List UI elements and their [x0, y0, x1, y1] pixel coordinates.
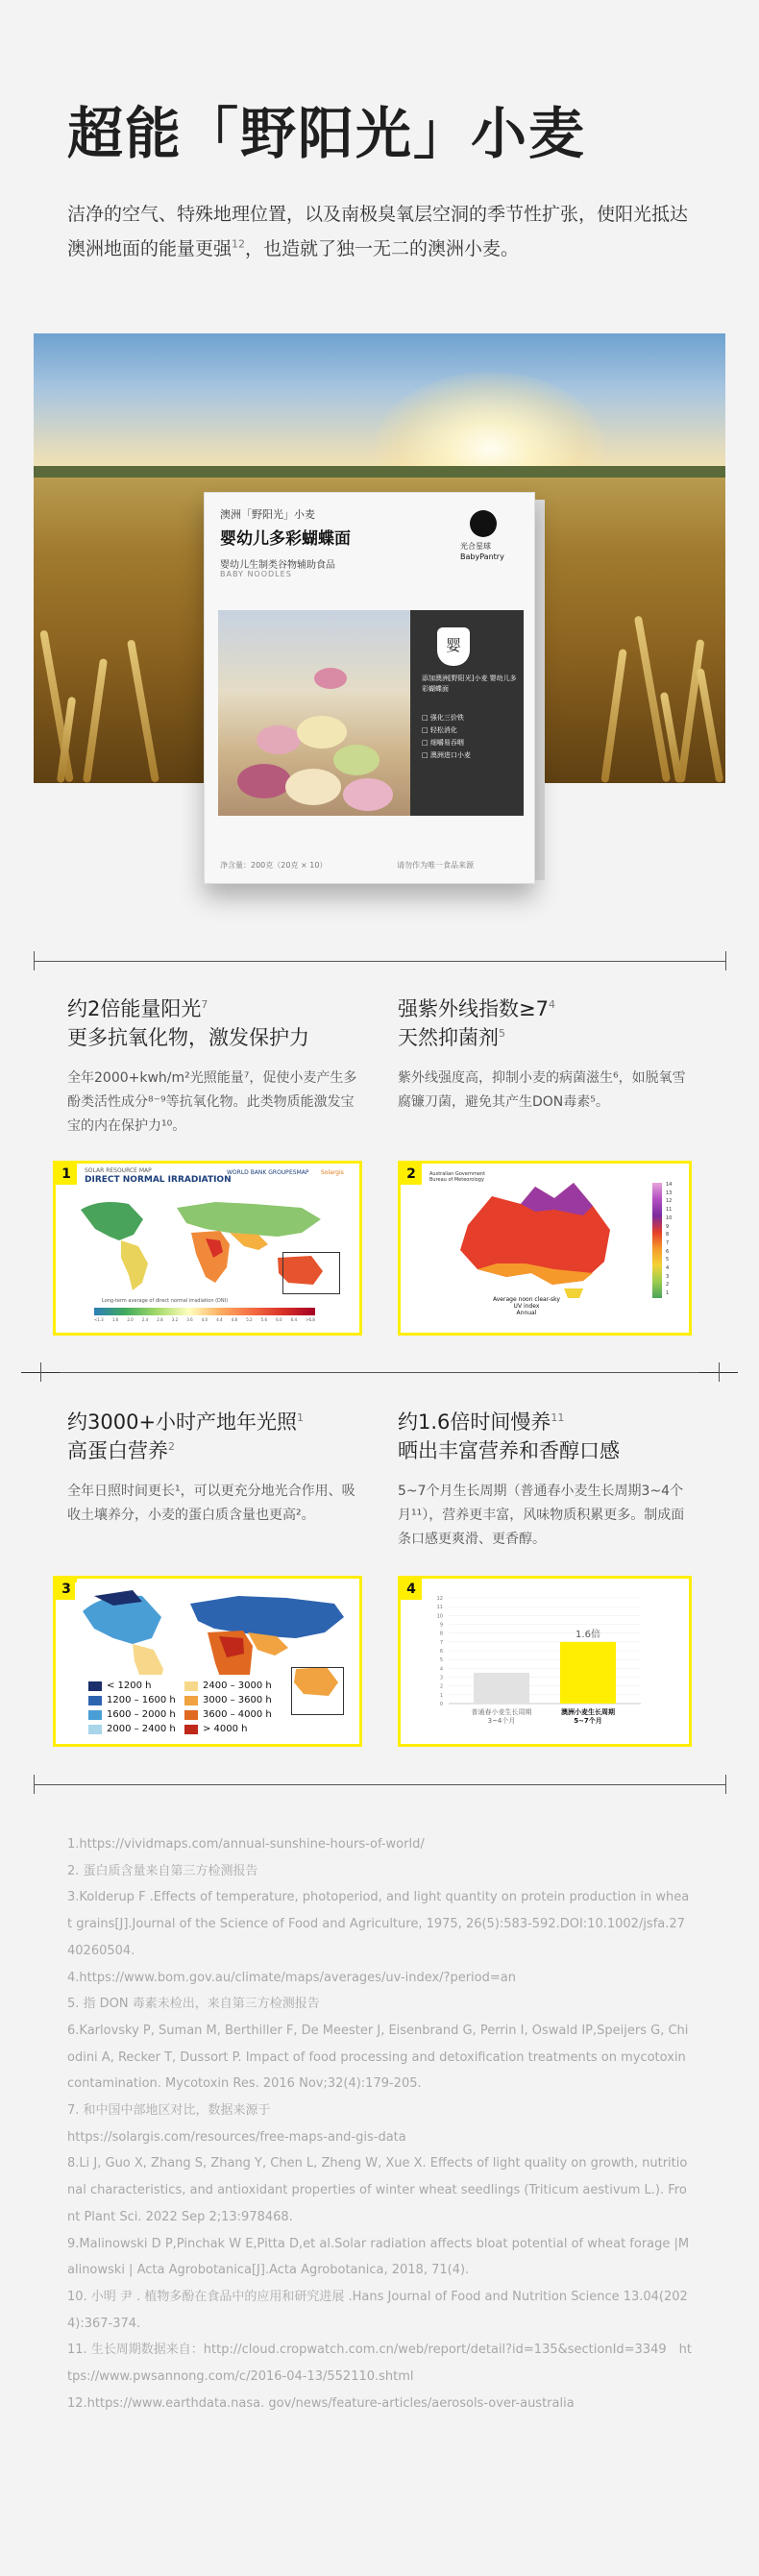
uv-scale-label: 3 [666, 1273, 670, 1280]
australia-uv-map [439, 1177, 631, 1302]
legend-scale [94, 1317, 315, 1322]
legend-swatch [88, 1710, 102, 1720]
legend-tick-label: <1.3 [94, 1317, 104, 1322]
world-bank-logo: WORLD BANK GROUP [227, 1169, 289, 1176]
legend-swatch [184, 1710, 198, 1720]
uv-scale-label: 12 [666, 1198, 673, 1205]
section-4-title: 约1.6倍时间慢养$^{11}$ 晒出丰富营养和香醇口感 [398, 1411, 620, 1462]
uv-scale-label: 2 [666, 1282, 670, 1288]
references-list [67, 1831, 692, 2417]
legend-tick-label: 5.6 [260, 1317, 268, 1322]
reference-item: 1.https://vividmaps.com/annual-sunshine-hours-of-world/ [67, 1837, 425, 1852]
y-tick-label: 5 [439, 1657, 443, 1664]
divider-tick [725, 951, 726, 970]
section-1-title: 约2倍能量阳光$^7$ 更多抗氧化物，激发保护力 [67, 997, 309, 1049]
noodle [333, 745, 380, 775]
bar-annotation: 1.6倍 [575, 1629, 600, 1640]
esmap-logo: ESMAP [289, 1169, 309, 1176]
figure-number: 4 [401, 1579, 422, 1600]
divider-tick [34, 1775, 35, 1794]
legend-tick-label: 3.6 [186, 1317, 193, 1322]
wheat-stalk [83, 658, 108, 783]
x-tick-label: 5~7个月 [574, 1717, 602, 1725]
legend-label: 1600 – 2000 h [107, 1709, 176, 1720]
uv-scale-label: 1 [666, 1290, 670, 1297]
divider-tick [719, 1362, 720, 1382]
legend-item [88, 1724, 176, 1734]
noodle [285, 769, 341, 805]
legend-item [184, 1724, 248, 1734]
x-tick-label: 澳洲小麦生长周期 [561, 1708, 615, 1716]
divider [34, 1372, 725, 1373]
reference-item: 4.https://www.bom.gov.au/climate/maps/averages/uv-index/?period=an [67, 1970, 516, 1985]
growth-period-bar-chart [401, 1579, 689, 1744]
reference-item: 3.Kolderup F .Effects of temperature, photoperiod, and light quantity on protein production in wheat grains[J].Journal of the Science of Food and Agriculture, 1975, 26(5):583-592.DOI:10.1002/jsfa.2740260504. [67, 1890, 690, 1958]
reference-item: 12.https://www.earthdata.nasa. gov/news/feature-articles/aerosols-over-australia [67, 2395, 575, 2411]
divider-tick [725, 1775, 726, 1794]
figure-number: 1 [56, 1164, 77, 1185]
legend-swatch [184, 1696, 198, 1705]
y-tick-label: 2 [439, 1683, 443, 1690]
divider [34, 961, 725, 962]
wheat-stalk [127, 639, 159, 782]
y-tick-label: 11 [436, 1605, 443, 1611]
legend-tick-label: 2.4 [141, 1317, 149, 1322]
y-tick-label: 10 [436, 1613, 443, 1620]
wheat-stalk [697, 668, 724, 783]
noodles-photo [218, 610, 410, 816]
section-2-title: 强紫外线指数$\ge 7^4$ 天然抑菌剂$^5$ [398, 997, 555, 1049]
y-tick-label: 12 [436, 1596, 443, 1602]
legend-item [184, 1681, 272, 1691]
legend-label: < 1200 h [107, 1681, 152, 1691]
legend-tick-label: 6.4 [290, 1317, 298, 1322]
noodle [237, 764, 291, 798]
intro-text: 洁净的空气、特殊地理位置，以及南极臭氧层空洞的季节性扩张，使阳光抵达澳洲地面的能量更强$^{12}$，也造就了独一无二的澳洲小麦。 [67, 204, 689, 259]
noodle [297, 716, 347, 748]
uv-scale-label: 10 [666, 1214, 673, 1221]
legend-tick-label: 5.2 [246, 1317, 253, 1322]
map-subtitle: SOLAR RESOURCE MAP [85, 1167, 152, 1174]
map-inset-australia [291, 1667, 344, 1715]
legend-swatch [184, 1681, 198, 1691]
legend-swatch [88, 1681, 102, 1691]
bar [560, 1642, 616, 1704]
legend-item [88, 1695, 176, 1705]
solar-irradiation-map [53, 1161, 362, 1336]
uv-index-map [398, 1161, 692, 1336]
legend-label: 2000 – 2400 h [107, 1724, 176, 1734]
uv-colorbar [652, 1183, 662, 1298]
legend-tick-label: 2.8 [157, 1317, 163, 1322]
brand-logo-icon [470, 510, 497, 537]
growth-period-chart [398, 1576, 692, 1747]
product-category: 婴幼儿生制类谷物辅助食品 [220, 560, 335, 571]
y-tick-label: 7 [439, 1639, 443, 1646]
uv-scale-label: 6 [666, 1248, 670, 1255]
reference-item: 10. 小明 尹 . 植物多酚在食品中的应用和研究进展 .Hans Journal of Food and Nutrition Science 13.04(2024):367-374. [67, 2289, 688, 2331]
product-note: 请勿作为唯一食品来源 [397, 861, 474, 870]
y-tick-label: 9 [439, 1622, 443, 1629]
panel-text: 添加澳洲[野阳光]小麦 婴幼儿多彩蝴蝶面 [422, 675, 517, 693]
legend-tick-label: >6.8 [306, 1317, 315, 1322]
figure-number: 2 [401, 1164, 422, 1185]
uv-scale-label: 8 [666, 1232, 670, 1239]
section-3-body: 全年日照时间更长¹，可以更充分地光合作用、吸收土壤养分，小麦的蛋白质含量也更高²。 [67, 1484, 355, 1523]
reference-item: 2. 蛋白质含量来自第三方检测报告 [67, 1863, 258, 1878]
legend-tick-label: 4.4 [216, 1317, 223, 1322]
y-tick-label: 4 [439, 1666, 443, 1673]
legend-swatch [88, 1696, 102, 1705]
reference-item: 5. 指 DON 毒素未检出，来自第三方检测报告 [67, 1997, 320, 2012]
reference-item: 11. 生长周期数据来自：http://cloud.cropwatch.com.cn/web/report/detail?id=135&sectionId=3349 https://www.pwsannong.com/c/2016-04-13/552110.shtml [67, 2343, 692, 2385]
feature-list: □ 强化三价铁 □ 轻松消化 □ 细嚼易吞咽 □ 澳洲进口小麦 [422, 714, 471, 759]
y-tick-label: 0 [439, 1702, 443, 1707]
reference-item: https://solargis.com/resources/free-maps-and-gis-data [67, 2129, 406, 2145]
divider-tick [40, 1362, 41, 1382]
legend-label: 3600 – 4000 h [203, 1709, 272, 1720]
reference-item: 6.Karlovsky P, Suman M, Berthiller F, De Meester J, Eisenbrand G, Perrin I, Oswald IP,Speijers G, Chiodini A, Recker T, Dussort P. Impact of food processing and detoxification treatments on mycotoxin contamination. Mycotoxin Res. 2016 Nov;32(4):179-205. [67, 2023, 689, 2092]
uv-scale-label: 13 [666, 1190, 673, 1196]
noodle [314, 668, 347, 689]
map-inset-australia [282, 1252, 340, 1294]
product-english: BABY NOODLES [220, 570, 292, 578]
agency-label: Australian Government Bureau of Meteorology [429, 1171, 486, 1183]
map-title: DIRECT NORMAL IRRADIATION [85, 1175, 232, 1185]
legend-swatch [184, 1725, 198, 1734]
product-box [204, 492, 535, 884]
divider-tick [34, 951, 35, 970]
reference-item: 8.Li J, Guo X, Zhang S, Zhang Y, Chen L, Zheng W, Xue X. Effects of light quality on growth, nutritional characteristics, and antioxidant properties of winter wheat seedlings (Triticum aestivum L.). Front Plant Sci. 2022 Sep 2;13:978468. [67, 2156, 688, 2224]
sunshine-hours-map [53, 1576, 362, 1747]
figure-number: 3 [56, 1579, 77, 1600]
legend-swatch [88, 1725, 102, 1734]
y-tick-label: 1 [439, 1692, 443, 1699]
wheat-stalk [600, 649, 626, 783]
x-tick-label: 3~4个月 [487, 1717, 516, 1725]
noodle [257, 725, 301, 754]
product-line1: 澳洲「野阳光」小麦 [220, 508, 315, 521]
legend-label: 2400 – 3000 h [203, 1681, 272, 1691]
y-tick-label: 8 [439, 1631, 443, 1637]
y-tick-label: 3 [439, 1675, 443, 1681]
legend-item [184, 1709, 272, 1720]
bar [474, 1673, 529, 1704]
solargis-logo: Solargis [321, 1169, 344, 1176]
legend-tick-label: 4.0 [201, 1317, 208, 1322]
legend-tick-label: 4.8 [231, 1317, 238, 1322]
section-1-body: 全年2000+kwh/m²光照能量⁷，促使小麦产生多酚类活性成分⁸⁻⁹等抗氧化物。此类物质能激发宝宝的内在保护力¹⁰。 [67, 1070, 357, 1134]
legend-label: > 4000 h [203, 1724, 248, 1734]
legend-tick-label: 2.0 [127, 1317, 134, 1322]
wheat-stalk [677, 639, 705, 783]
legend-tick-label: 3.2 [171, 1317, 179, 1322]
uv-scale-label: 4 [666, 1265, 670, 1272]
legend-tick-label: 1.6 [111, 1317, 119, 1322]
product-name: 婴幼儿多彩蝴蝶面 [220, 529, 351, 549]
section-2-body: 紫外线强度高，抑制小麦的病菌滋生⁶，如脱氧雪腐镰刀菌，避免其产生DON毒素⁵。 [398, 1070, 686, 1110]
x-tick-label: 普通春小麦生长周期 [471, 1708, 532, 1716]
page-title: 超能「野阳光」小麦 [67, 101, 587, 166]
reference-item: 7. 和中国中部地区对比，数据来源于 [67, 2103, 271, 2119]
uv-scale-label: 14 [666, 1182, 673, 1188]
brand-name: 光合星球 BabyPantry [460, 542, 504, 561]
legend-title: Long-term average of direct normal irradiation (DNI) [102, 1298, 229, 1304]
reference-item: 9.Malinowski D P,Pinchak W E,Pitta D,et al.Solar radiation affects bloat potential of wheat forage |Malinowski | Acta Agrobotanica[J].Acta Agrobotanica, 2018, 71(4). [67, 2236, 690, 2278]
uv-scale-label: 11 [666, 1207, 673, 1214]
map3-legend [81, 1675, 273, 1740]
uv-scale-label: 9 [666, 1223, 670, 1230]
legend-item [184, 1695, 272, 1705]
uv-scale-label: 5 [666, 1257, 670, 1263]
section-3-title: 约3000+小时产地年光照$^1$ 高蛋白营养$^2$ [67, 1411, 305, 1462]
noodle [343, 778, 393, 811]
divider [34, 1784, 725, 1785]
legend-item [88, 1681, 152, 1691]
net-content: 净含量：200克（20克 × 10） [220, 861, 328, 870]
y-tick-label: 6 [439, 1649, 443, 1655]
legend-label: 1200 – 1600 h [107, 1695, 176, 1705]
infant-badge-icon: 婴 [437, 627, 470, 666]
legend-colorbar [94, 1308, 315, 1315]
uv-scale [666, 1181, 672, 1298]
uv-scale-label: 7 [666, 1239, 670, 1246]
section-4-body: 5~7个月生长周期（普通春小麦生长周期3~4个月¹¹），营养更丰富，风味物质积累更多。制成面条口感更爽滑、更香醇。 [398, 1484, 685, 1547]
legend-tick-label: 6.0 [276, 1317, 282, 1322]
map-caption: Average noon clear-sky UV index Annual [493, 1296, 560, 1316]
legend-item [88, 1709, 176, 1720]
legend-label: 3000 – 3600 h [203, 1695, 272, 1705]
